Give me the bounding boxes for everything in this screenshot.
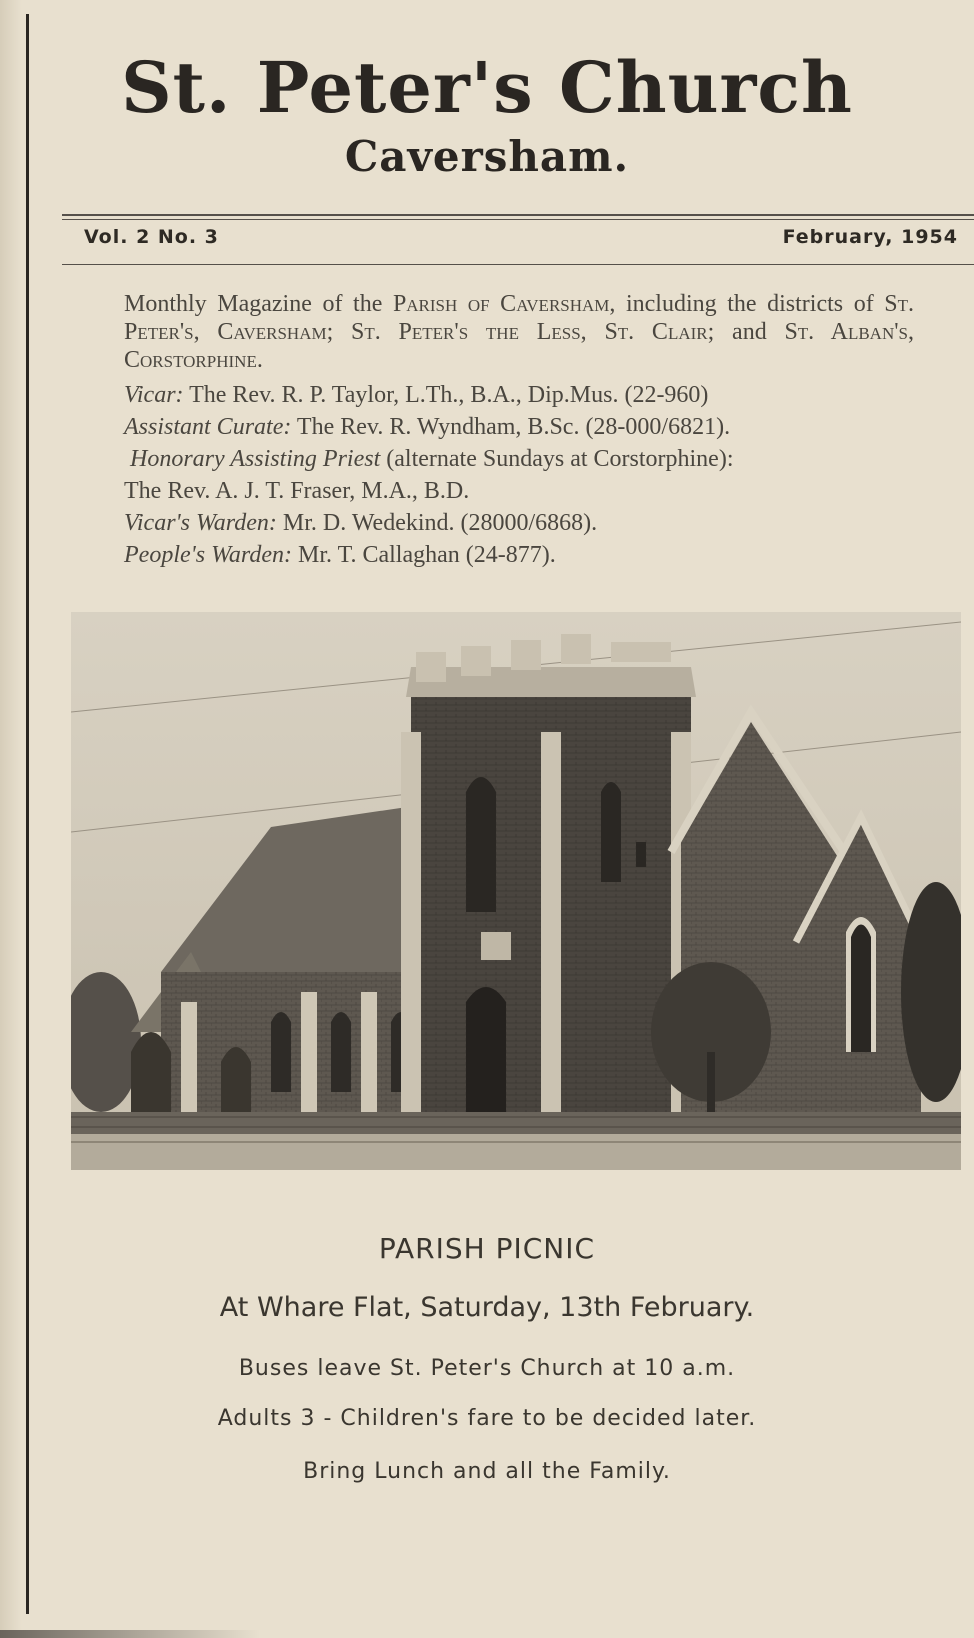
masthead-subtitle: Caversham. bbox=[344, 132, 630, 181]
staff-detail: Mr. D. Wedekind. (28000/6868). bbox=[276, 510, 598, 536]
staff-role: Assistant Curate: bbox=[124, 414, 292, 440]
volume-number: Vol. 2 No. 3 bbox=[84, 226, 219, 248]
staff-line-vicars-warden bbox=[124, 510, 924, 537]
intro-text: , including the districts of bbox=[609, 291, 885, 317]
header-rule-bottom bbox=[62, 264, 974, 265]
staff-detail: Mr. T. Callaghan (24-877). bbox=[292, 542, 556, 568]
header-rule-top bbox=[62, 214, 974, 216]
district-name: St. Peter's the Less, St. Clair bbox=[351, 319, 708, 345]
picnic-place-date: At Whare Flat, Saturday, 13th February. bbox=[219, 1292, 755, 1323]
staff-role: Vicar: bbox=[124, 382, 184, 408]
intro-text: ; bbox=[326, 319, 352, 345]
intro-text: . bbox=[256, 347, 263, 373]
church-photograph bbox=[71, 612, 961, 1170]
page-bottom-shadow bbox=[0, 1630, 260, 1638]
picnic-fares: Adults 3 - Children's fare to be decided later. bbox=[217, 1406, 757, 1431]
staff-role: Honorary Assisting Priest bbox=[130, 446, 381, 472]
staff-line-honorary-priest-name bbox=[124, 478, 924, 505]
church-illustration bbox=[71, 612, 961, 1170]
staff-role: People's Warden: bbox=[124, 542, 292, 568]
staff-detail: (alternate Sundays at Corstorphine): bbox=[380, 446, 734, 472]
staff-line-honorary-priest bbox=[130, 446, 930, 473]
district-name: St. Peter's, Caversham bbox=[124, 291, 915, 345]
page-gutter-shadow bbox=[0, 0, 22, 1638]
magazine-description bbox=[124, 290, 914, 374]
staff-line-curate bbox=[124, 414, 924, 441]
parish-name: Parish of Caversham bbox=[392, 291, 610, 317]
intro-text: ; and bbox=[707, 319, 785, 345]
staff-detail: The Rev. R. Wyndham, B.Sc. (28-000/6821). bbox=[291, 414, 731, 440]
masthead-title: St. Peter's Church bbox=[121, 46, 853, 129]
staff-line-vicar bbox=[124, 382, 924, 409]
staff-detail: The Rev. R. P. Taylor, L.Th., B.A., Dip.Mus. (22-960) bbox=[183, 382, 709, 408]
header-rule-top-thin bbox=[62, 219, 974, 220]
picnic-bus-time: Buses leave St. Peter's Church at 10 a.m. bbox=[238, 1356, 736, 1381]
picnic-bring-note: Bring Lunch and all the Family. bbox=[303, 1459, 671, 1484]
picnic-heading: PARISH PICNIC bbox=[378, 1232, 596, 1265]
issue-date: February, 1954 bbox=[782, 226, 958, 248]
staff-detail: The Rev. A. J. T. Fraser, M.A., B.D. bbox=[124, 478, 470, 504]
district-name: St. Alban's, Corstorphine bbox=[124, 319, 915, 373]
staff-role: Vicar's Warden: bbox=[124, 510, 277, 536]
intro-text: Monthly Magazine of the bbox=[124, 291, 393, 317]
staff-line-peoples-warden bbox=[124, 542, 924, 569]
